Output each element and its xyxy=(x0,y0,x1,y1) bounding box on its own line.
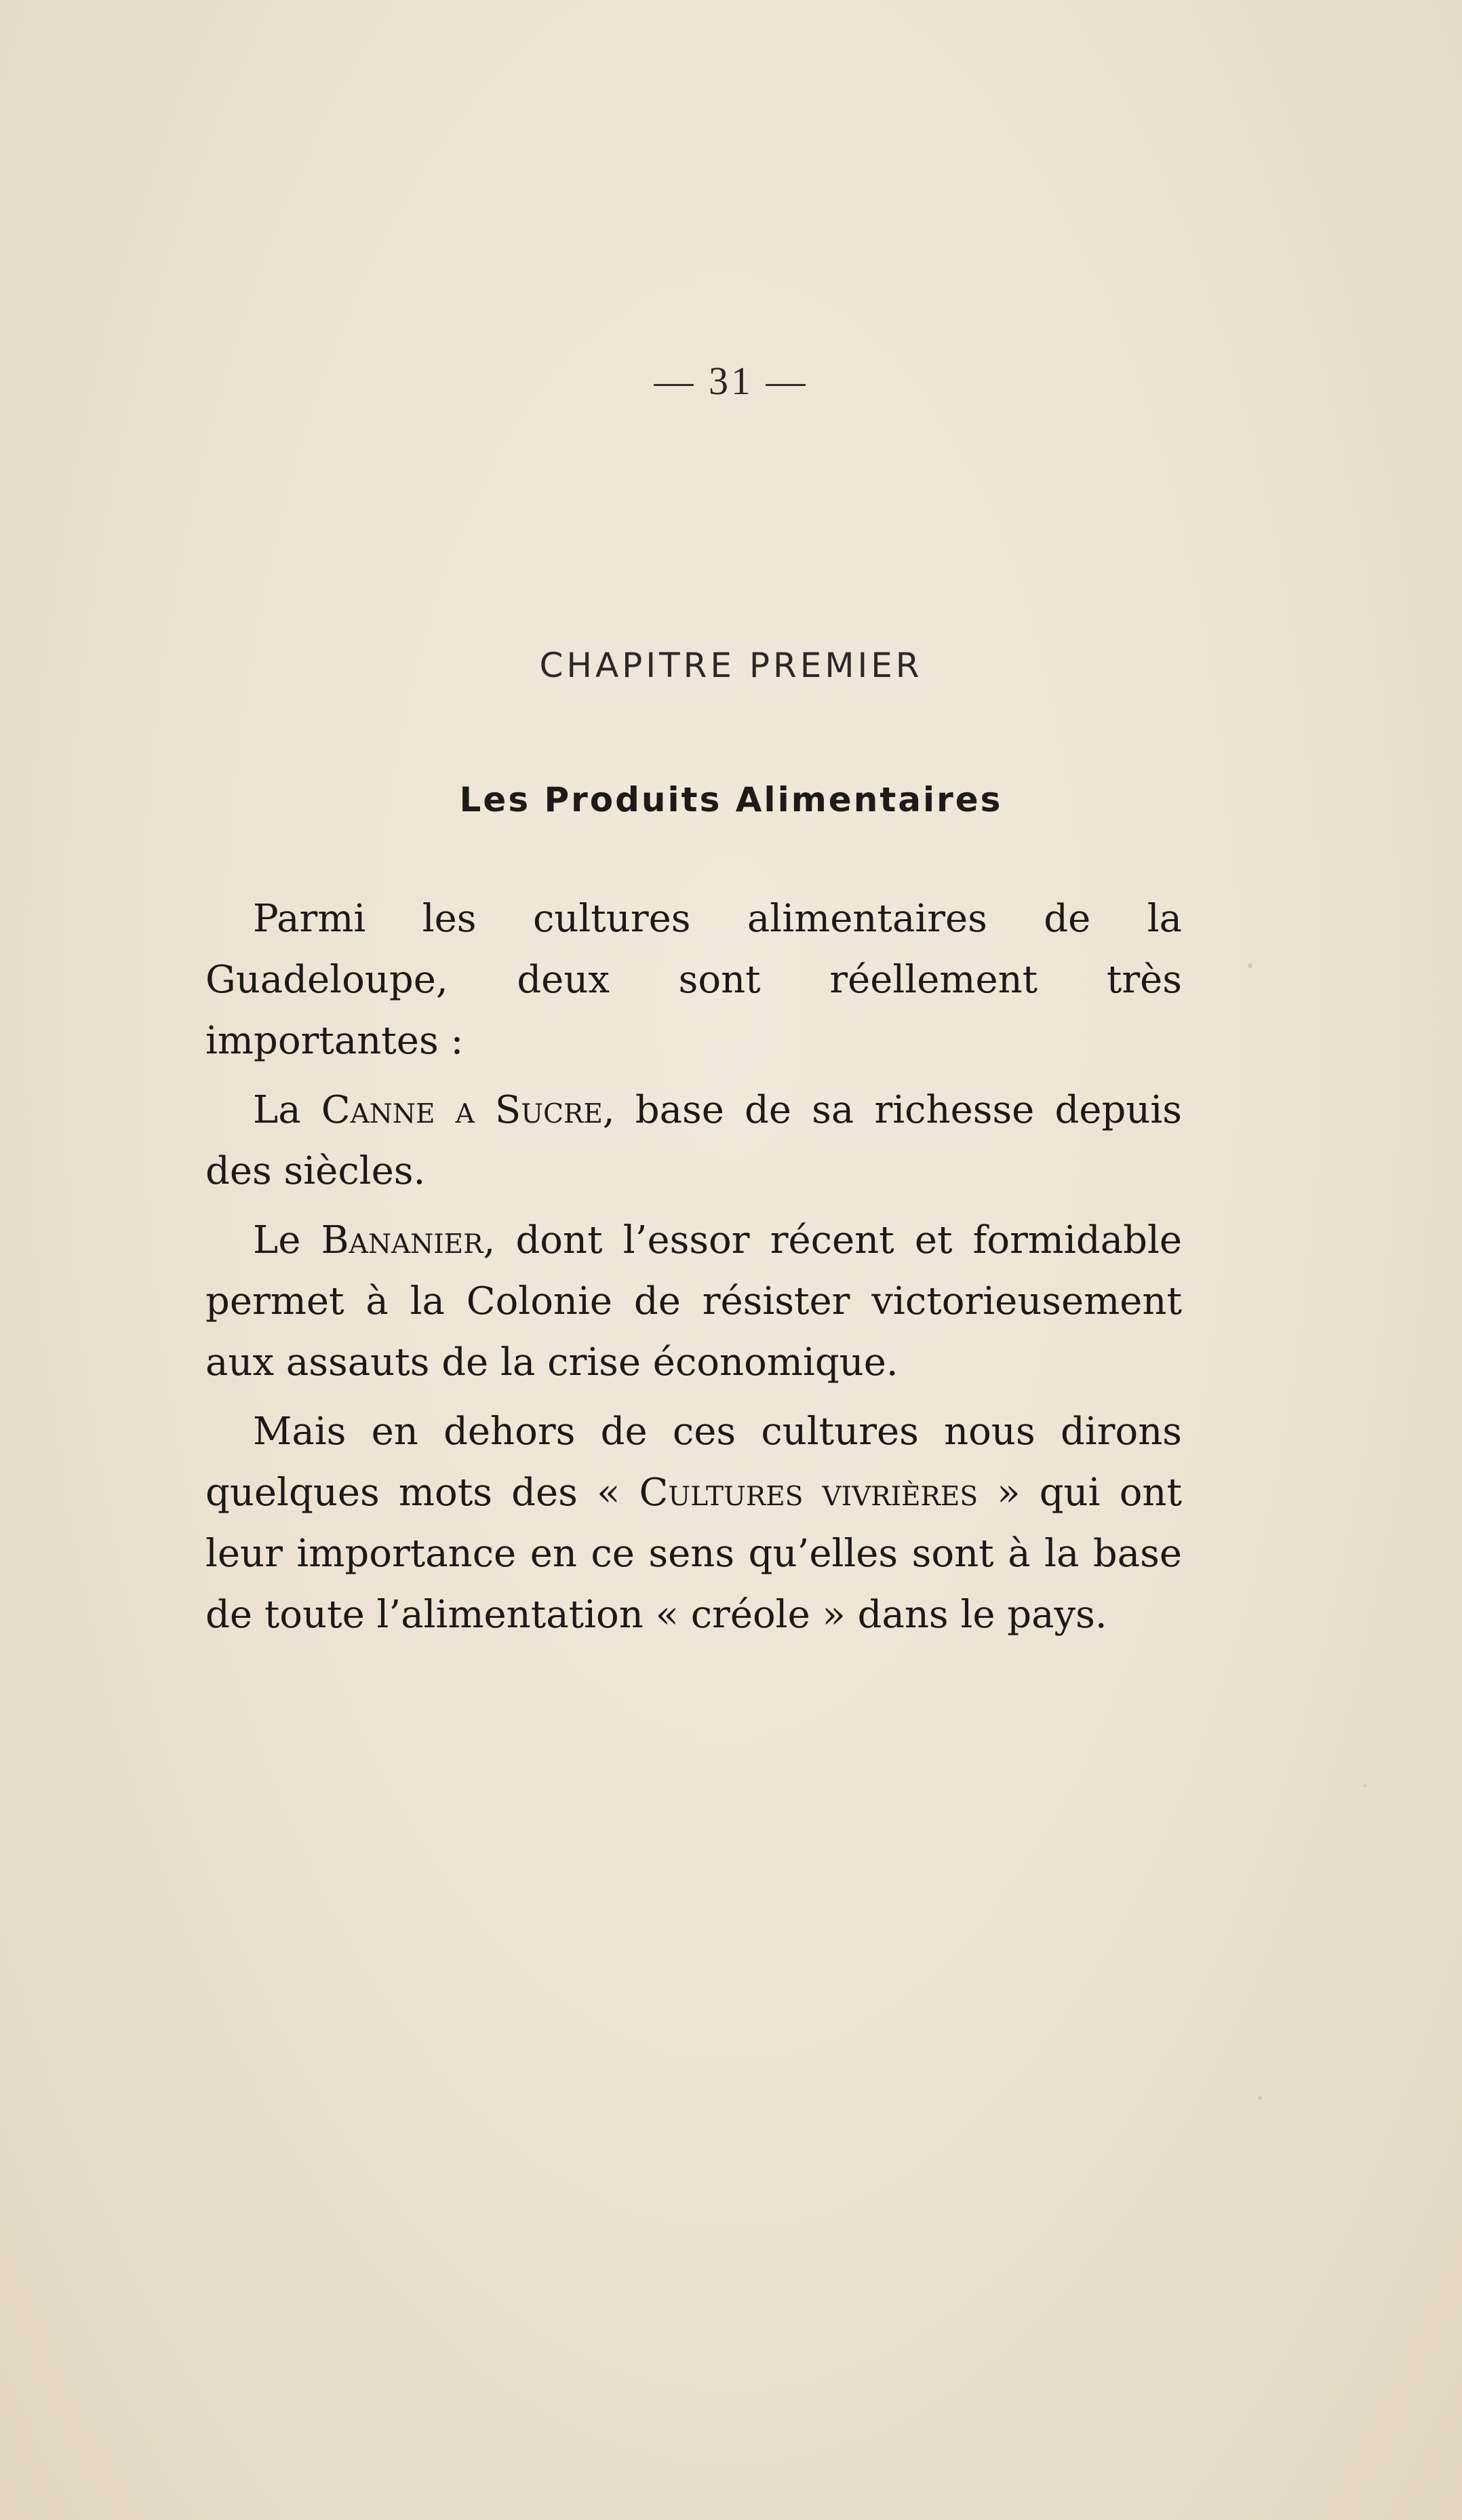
section-title: Les Produits Alimentaires xyxy=(459,780,1003,819)
paragraph-vivrieres xyxy=(205,1401,1182,1646)
paragraph-bananier xyxy=(205,1210,1182,1393)
paper-speck xyxy=(1258,2096,1262,2100)
paragraph-prefix: Le xyxy=(253,1218,321,1262)
paragraph-canne xyxy=(205,1080,1182,1202)
paper-speck xyxy=(1248,963,1252,968)
term-cultures-vivrieres: Cultures vivrières xyxy=(639,1471,979,1515)
paragraph-suffix: , dont l’essor récent et formidable permet à la Colonie de résister victorieusement aux assauts de la crise économique. xyxy=(205,1218,1183,1384)
term-bananier: Bananier xyxy=(321,1218,483,1262)
paragraph-suffix: » qui ont leur importance en ce sens qu’elles sont à la base de toute l’alimentation « créole » dans le pays. xyxy=(205,1471,1182,1637)
paragraph-suffix: , base de sa richesse depuis des siècles. xyxy=(205,1088,1183,1193)
chapter-title: CHAPITRE PREMIER xyxy=(539,646,923,685)
term-canne-a-sucre: Canne a Sucre xyxy=(321,1088,603,1132)
body-text xyxy=(205,889,1182,1654)
paragraph-text: Parmi les cultures alimentaires de la Guadeloupe, deux sont réellement très importantes : xyxy=(205,897,1182,1063)
paragraph-prefix: La xyxy=(253,1088,321,1132)
paragraph-prefix: Mais en dehors de ces cultures nous dirons quelques mots des « xyxy=(205,1410,1182,1515)
page-number: — 31 — xyxy=(654,359,808,403)
paper-speck xyxy=(1363,1784,1366,1787)
paragraph-intro xyxy=(205,889,1182,1072)
